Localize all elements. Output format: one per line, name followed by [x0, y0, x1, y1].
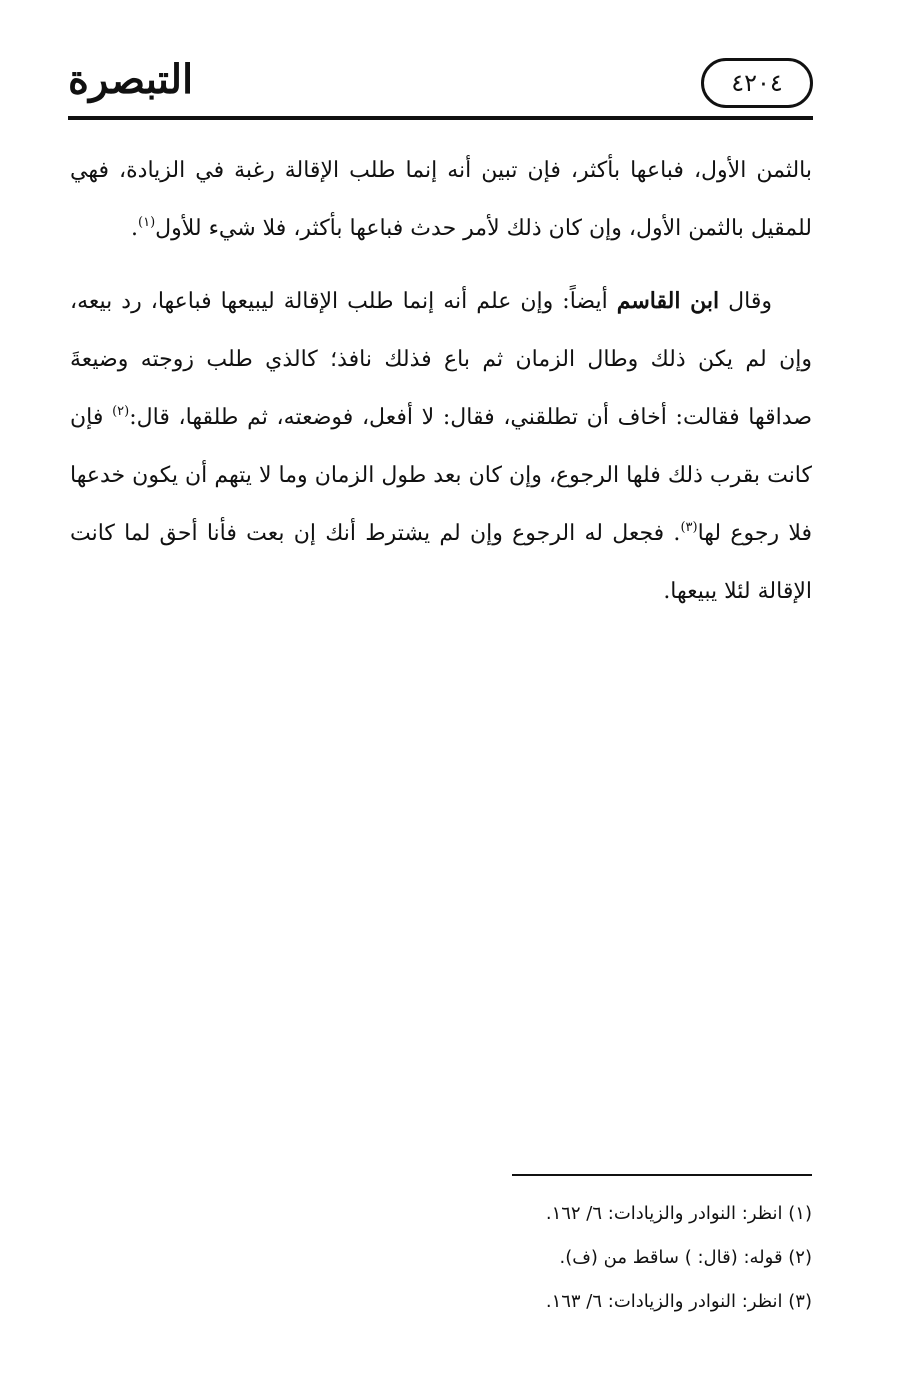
footnote-1: (١) انظر: النوادر والزيادات: ٦/ ١٦٢. — [545, 1203, 812, 1224]
paragraph-2-lead: وقال — [719, 289, 772, 314]
footnote-ref-1: (١) — [138, 215, 156, 230]
header-rule — [68, 116, 813, 120]
footnote-2: (٢) قوله: (قال: ) ساقط من (ف). — [559, 1247, 812, 1268]
paragraph-2-text-a: أيضاً: وإن علم أنه إنما طلب الإقالة ليبيعها فباعها، رد بيعه، وإن لم يكن ذلك وطال الزمان ثم باع فذلك نافذ؛ كالذي طلب زوجته وضيعةَ صداقها فقالت: أخاف أن تطلقني، فقال: لا أفعل، فوضعته، ثم طلقها، قال: — [70, 289, 813, 430]
footnote-ref-2: (٢) — [112, 404, 130, 419]
paragraph-2-text-b: فإن كانت بقرب ذلك فلها الرجوع، وإن كان بعد طول الزمان وما لا يتهم أن يكون خدعها فلا رجوع لها — [70, 405, 812, 546]
footnote-ref-3: (٣) — [680, 520, 698, 535]
page-number: ٤٢٠٤ — [731, 69, 783, 97]
paragraph-1-text: بالثمن الأول، فباعها بأكثر، فإن تبين أنه إنما طلب الإقالة رغبة في الزيادة، فهي للمقيل بالثمن الأول، وإن كان ذلك لأمر حدث فباعها بأكثر، فلا شيء للأول — [70, 158, 812, 241]
footnotes — [70, 1192, 812, 1324]
footnote-3: (٣) انظر: النوادر والزيادات: ٦/ ١٦٣. — [545, 1291, 812, 1312]
page-number-frame — [701, 58, 813, 108]
paragraph-1 — [70, 142, 812, 258]
main-text — [70, 142, 812, 621]
scholar-name: ابن القاسم — [616, 288, 720, 314]
paragraph-1-end: . — [131, 216, 138, 241]
book-title: التبصرة — [68, 56, 194, 103]
paragraph-2-text-c: . فجعل له الرجوع وإن لم يشترط أنك إن بعت فأنا أحق لما كانت الإقالة لئلا يبيعها. — [70, 521, 812, 604]
paragraph-2 — [70, 272, 812, 621]
page-header — [68, 48, 813, 120]
footnote-rule — [512, 1174, 812, 1176]
